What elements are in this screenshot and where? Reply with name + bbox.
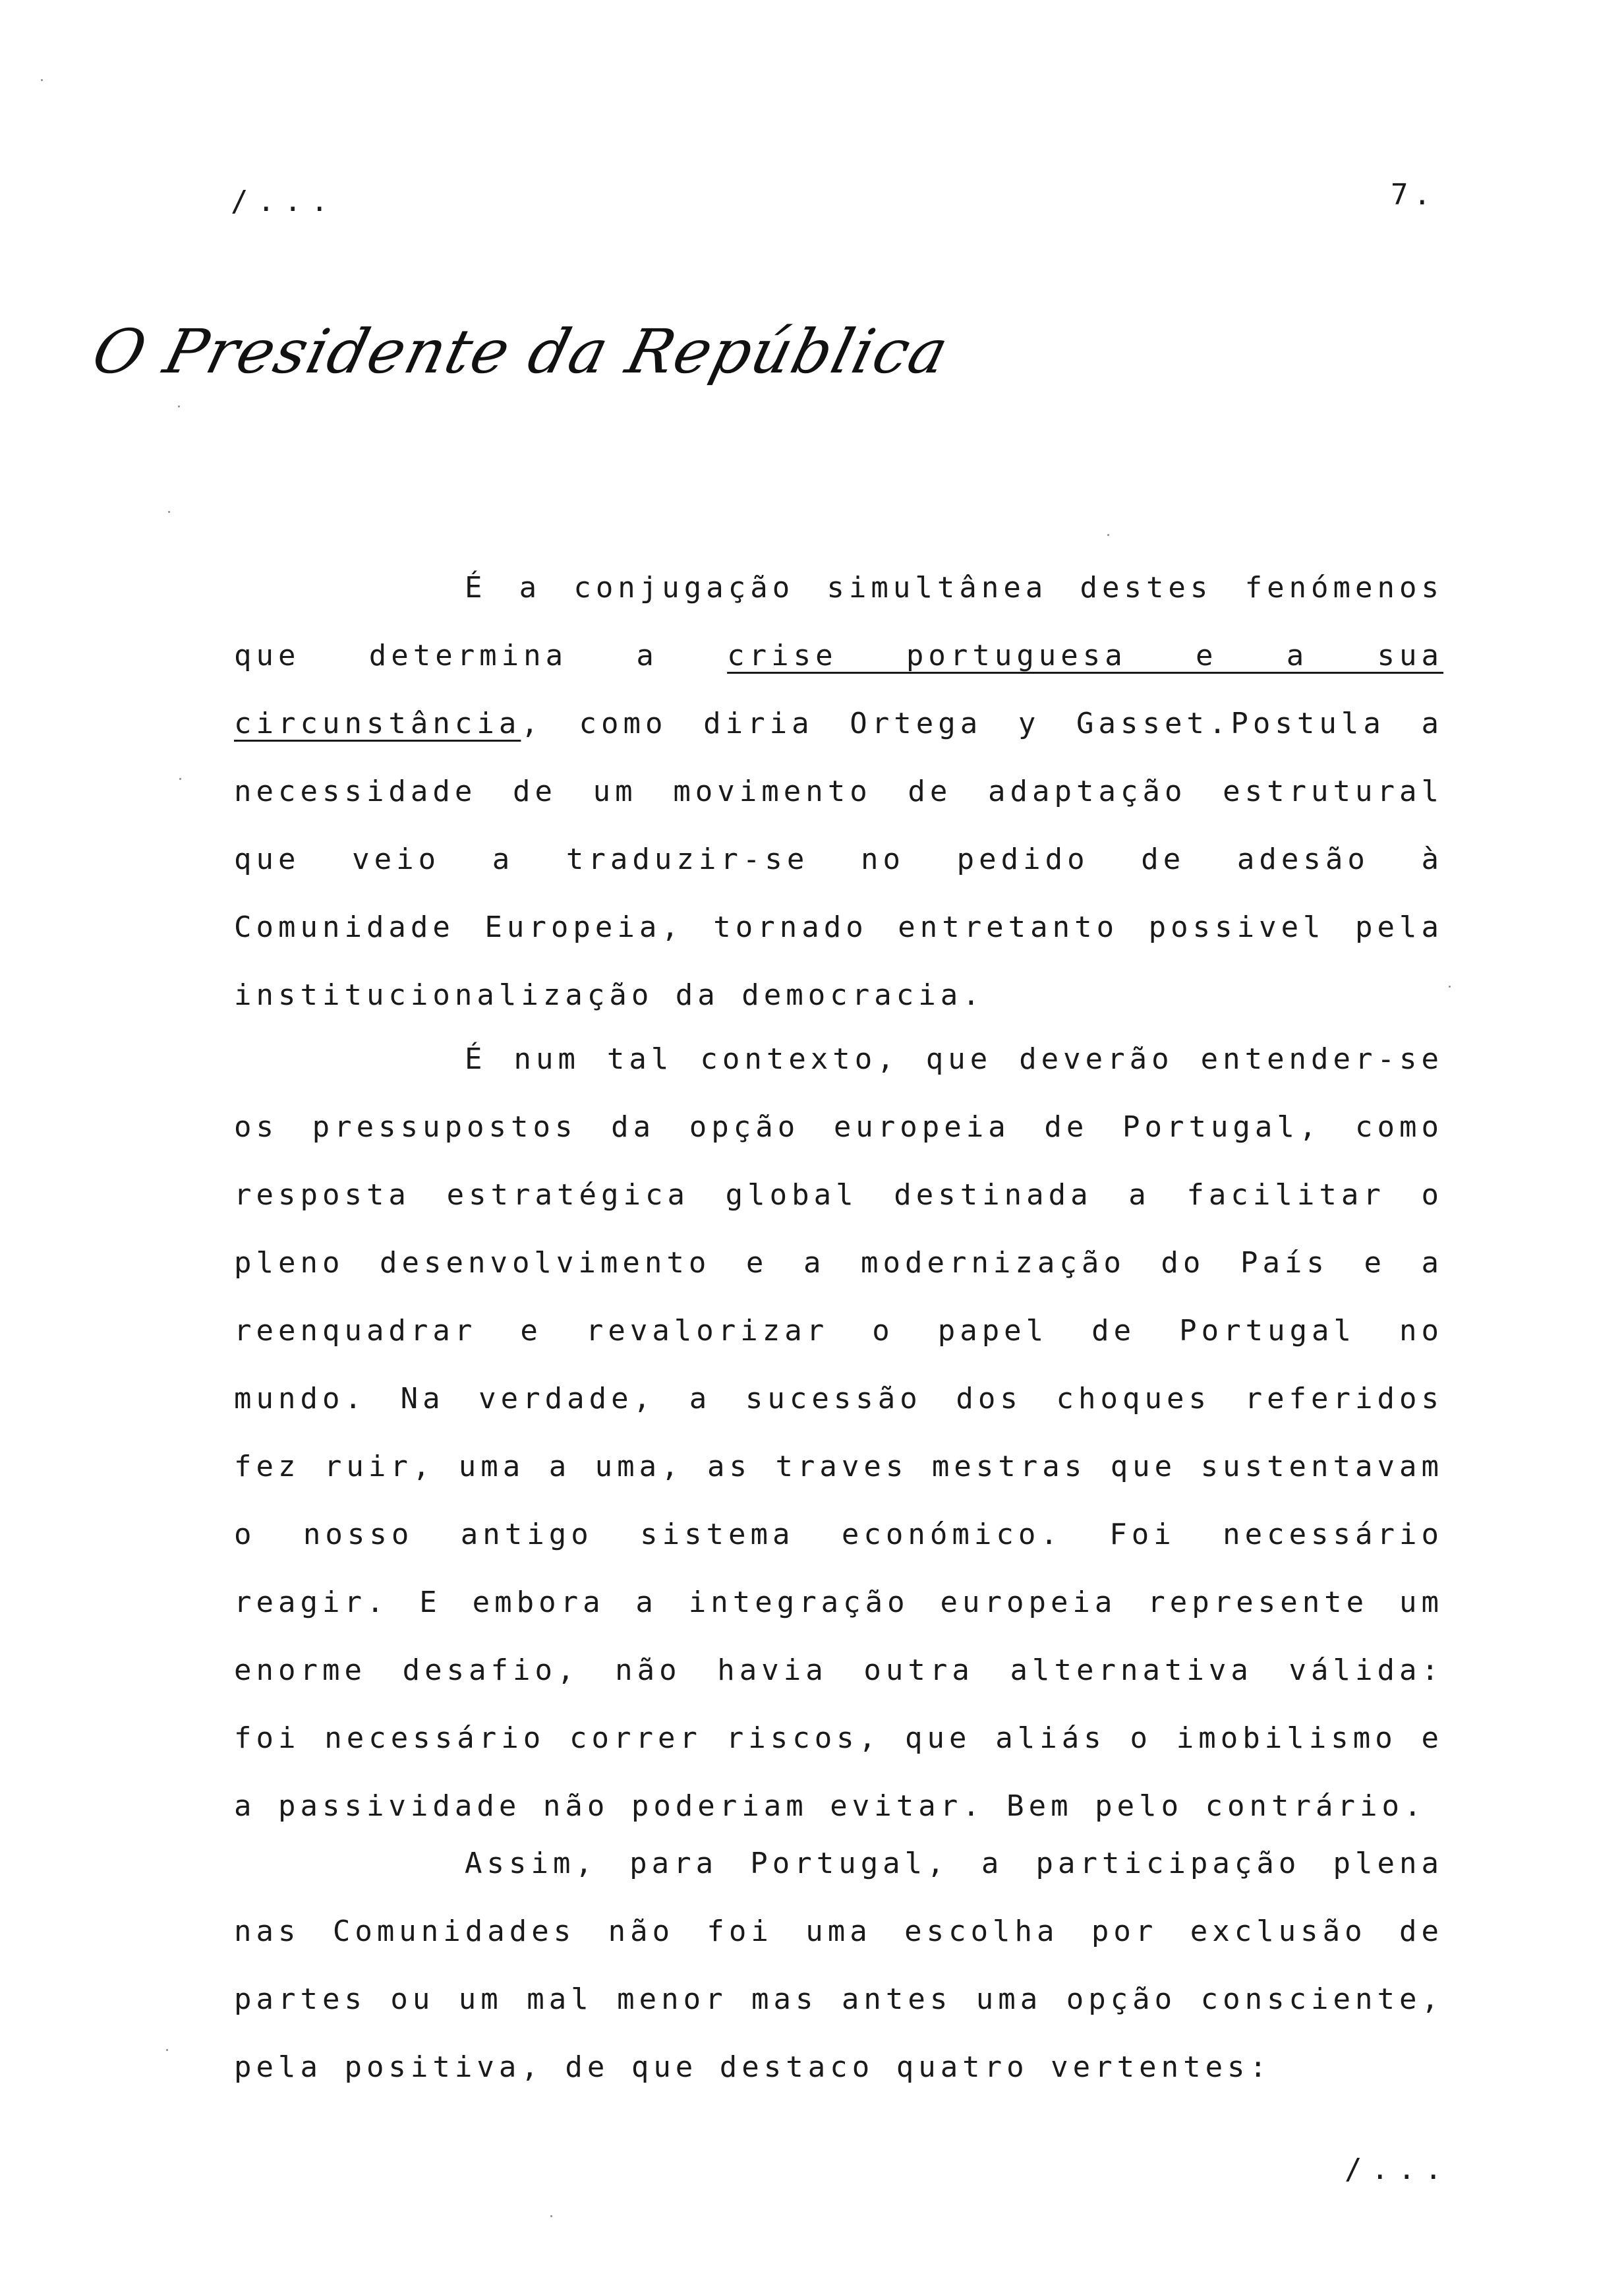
continuation-mark-top: /... [231, 185, 337, 218]
scan-speck [178, 405, 180, 407]
page-number: 7. [1391, 178, 1436, 212]
underlined-phrase: crise portuguesa e a sua circunstância [234, 639, 1444, 740]
paragraph-1-text-start: É a conjugação simultânea destes fenómenos que determina a [234, 571, 1443, 672]
letterhead-script: O Presidente da República [86, 316, 956, 387]
scan-speck [1107, 534, 1109, 536]
paragraph-3-text: Assim, para Portugal, a participação plena nas Comunidades não foi uma escolha por exclusão de partes ou um mal menor mas antes uma opção consciente, pela positiva, de que destaco quatro vertentes: [234, 1847, 1443, 2084]
scan-speck [166, 2049, 168, 2051]
paragraph-2-text: É num tal contexto, que deverão entender-se os pressupostos da opção europeia de Portugal, como resposta estratégica global destinada a facilitar o pleno desenvolvimento e a modernização do País e a reenquadrar e revalorizar o papel de Portugal no mundo. Na verdade, a sucessão dos choques referidos fez ruir, uma a uma, as traves mestras que sustentavam o nosso antigo sistema económico. Foi necessário reagir. E embora a integração europeia represente um enorme desafio, não havia outra alternativa válida: foi necessário correr riscos, que aliás o imobilismo e a passividade não poderiam evitar. Bem pelo contrário. [234, 1042, 1443, 1823]
paragraph-2 [234, 1025, 1443, 1840]
paragraph-3 [234, 1829, 1443, 2101]
scan-speck [550, 2215, 552, 2217]
paragraph-1 [234, 554, 1443, 1029]
scan-speck [179, 778, 181, 780]
scan-speck [1449, 986, 1451, 988]
continuation-mark-bottom: /... [1345, 2153, 1451, 2186]
scan-speck [41, 79, 43, 81]
paragraph-1-text-end: , como diria Ortega y Gasset.Postula a necessidade de um movimento de adaptação estrutural que veio a traduzir-se no pedido de adesão à Comunidade Europeia, tornado entretanto possivel pela institucionalização da democracia. [234, 707, 1443, 1012]
scan-speck [168, 511, 170, 513]
